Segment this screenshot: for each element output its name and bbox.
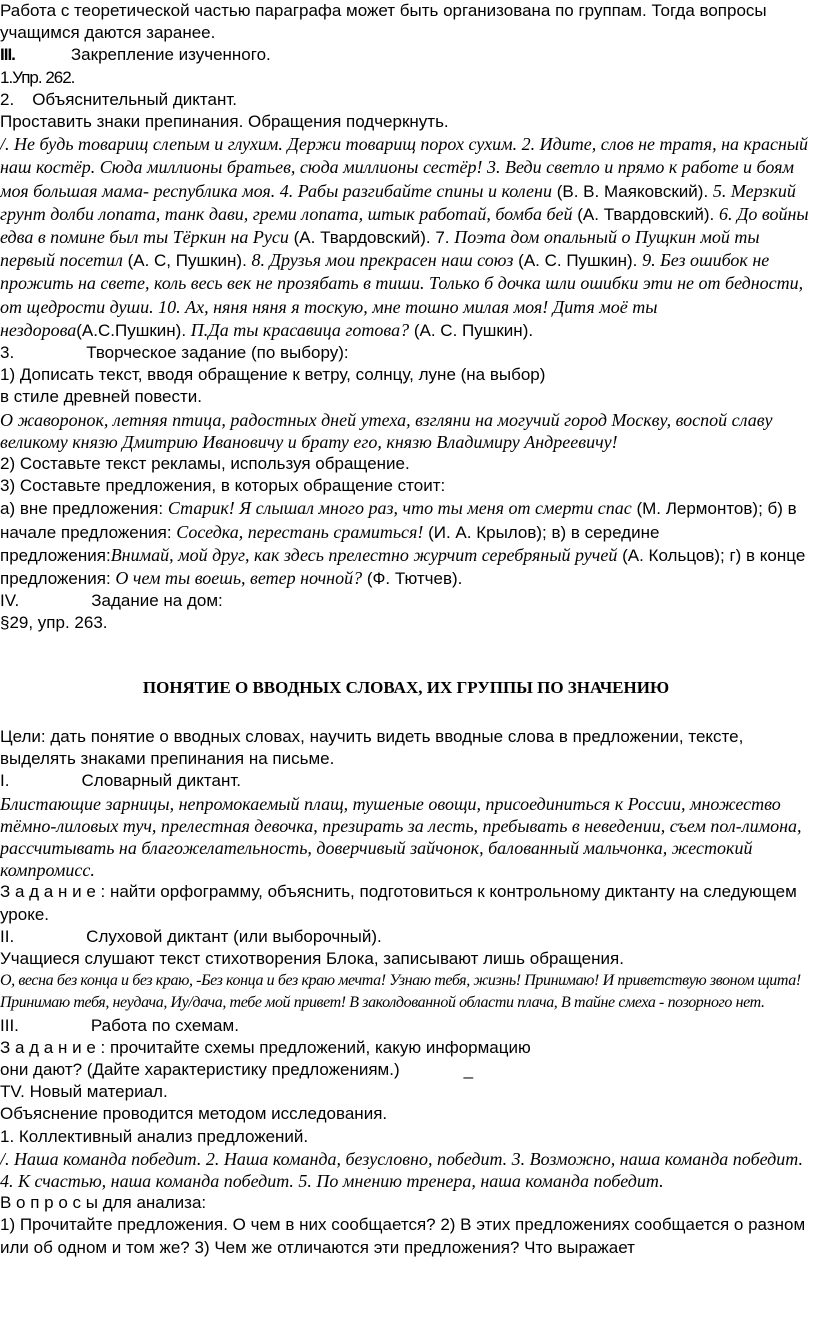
dictation-text: /. Не будь товарищ слепым и глухим. Держи товарищ порох сухим. 2. Идите, слов не тратя, на красный наш костёр. Сюда миллионы братьев, сюда миллионы сестёр! 3. Веди светло и прямо к работе и боям моя большая мама- республика моя. 4. Рабы разгибайте спины и колени (В. В. Маяковский). 5. Мерзкий грунт долби лопата, танк дави, греми лопата, штык работай, бомба бей (А. Твардовский). 6. До войны едва в помине был ты Тёркин на Руси (А. Твардовский). 7. Поэта дом опальный о Пущкин мой ты первый посетил (А. С, Пушкин). 8. Друзья мои прекрасен наш союз (А. С. Пушкин). 9. Без ошибок не прожить на свете, коль весь век не прозябать в тиши. Только б дочка шли ошибки эти не от бедности, от щедрости души. 10. Ах, няня няня я тоскую, мне тошно милая моя! Дитя моё ты нездорова(А.С.Пушкин). П.Да ты красавица готова? (А. С. Пушкин).: [0, 134, 809, 340]
creative-option-2: 2) Составьте текст рекламы, используя обращение.: [0, 454, 410, 474]
stage-1-title: I. Словарный диктант.: [0, 771, 241, 791]
exercise-item-2: 2. Объяснительный диктант.: [0, 89, 237, 109]
section-4-title: IV. Задание на дом:: [0, 591, 223, 611]
creative-example: О жаворонок, летняя птица, радостных дней утеха, взгляни на могучий город Москву, воспой славу великому князю Дмитрию Ивановичу и брату его, князю Владимиру Андреевичу!: [0, 409, 773, 452]
stage-3-title: III. Работа по схемам.: [0, 1015, 239, 1035]
address-positions: а) вне предложения: Старик! Я слышал много раз, что ты меня от смерти спас (М. Лермонтов); б) в начале предложения: Соседка, перестань срамиться! (И. А. Крылов); в) в середине предложения:Внимай, мой друг, как здесь прелестно журчит серебряный ручей (А. Кольцов); г) в конце предложения: О чем ты воешь, ветер ночной? (Ф. Тютчев).: [0, 498, 806, 589]
intro-paragraph: Работа с теоретической частью параграфа может быть организована по группам. Тогда вопросы учащимся даются заранее.: [0, 1, 767, 43]
exercise-item-1: 1.Упр. 262.: [0, 67, 75, 87]
lesson-heading: ПОНЯТИЕ О ВВОДНЫХ СЛОВАХ, ИХ ГРУППЫ ПО ЗНАЧЕНИЮ: [142, 677, 670, 697]
stage-2-text: Учащиеся слушают текст стихотворения Блока, записывают лишь обращения.: [0, 948, 624, 968]
homework: §29, упр. 263.: [0, 613, 108, 633]
questions-title: В о п р о с ы для анализа:: [0, 1193, 207, 1213]
example-sentences: /. Наша команда победит. 2. Наша команда, безусловно, победит. 3. Возможно, наша команда победит. 4. К счастью, наша команда победит. 5. По мнению тренера, наша команда победит.: [0, 1148, 803, 1191]
creative-option-1b: в стиле древней повести.: [0, 387, 203, 407]
dictation-task: Проставить знаки препинания. Обращения подчеркнуть.: [0, 112, 449, 132]
creative-option-1: 1) Дописать текст, вводя обращение к ветру, солнцу, луне (на выбор): [0, 365, 546, 385]
task-1: З а д а н и е : найти орфограмму, объяснить, подготовиться к контрольному диктанту на следующем уроке.: [0, 882, 797, 924]
stage-2-title: II. Слуховой диктант (или выборочный).: [0, 926, 382, 946]
lesson-goals: Цели: дать понятие о вводных словах, научить видеть вводные слова в предложении, тексте, выделять знаками препинания на письме.: [0, 726, 744, 769]
task-2: З а д а н и е : прочитайте схемы предложений, какую информацию: [0, 1037, 531, 1057]
collective-analysis: 1. Коллективный анализ предложений.: [0, 1126, 309, 1146]
stage-4-title: TV. Новый материал.: [0, 1082, 168, 1102]
poem-stanza-2: Принимаю тебя, неудача, Иу/дача, тебе мой привет! В заколдованной области плача, В тайне смеха - позорного нет.: [0, 994, 765, 1012]
questions-text: 1) Прочитайте предложения. О чем в них сообщается? 2) В этих предложениях сообщается о разном или об одном и том же? 3) Чем же отличаются эти предложения? Что выражает: [0, 1215, 806, 1257]
explanation-method: Объяснение проводится методом исследования.: [0, 1104, 388, 1124]
task-2-cont: они дают? (Дайте характеристику предложениям.) _: [0, 1059, 474, 1079]
creative-option-3: 3) Составьте предложения, в которых обращение стоит:: [0, 476, 446, 496]
vocabulary-dictation: Блистающие зарницы, непромокаемый плащ, тушеные овощи, присоединиться к России, множество тёмно-лиловых туч, прелестная девочка, презирать за лесть, пребывать в неведении, съем пол-лимона, рассчитывать на благожелательность, доверчивый зайчонок, балованный мальчонка, жестокий компромисс.: [0, 793, 802, 881]
poem-stanza-1: О, весна без конца и без краю, -Без конца и без краю мечта! Узнаю тебя, жизнь! Принимаю! И приветствую звоном щита!: [0, 972, 801, 990]
creative-task-title: 3. Творческое задание (по выбору):: [0, 343, 349, 363]
section-3-title: III. Закрепление изученного.: [0, 45, 271, 65]
